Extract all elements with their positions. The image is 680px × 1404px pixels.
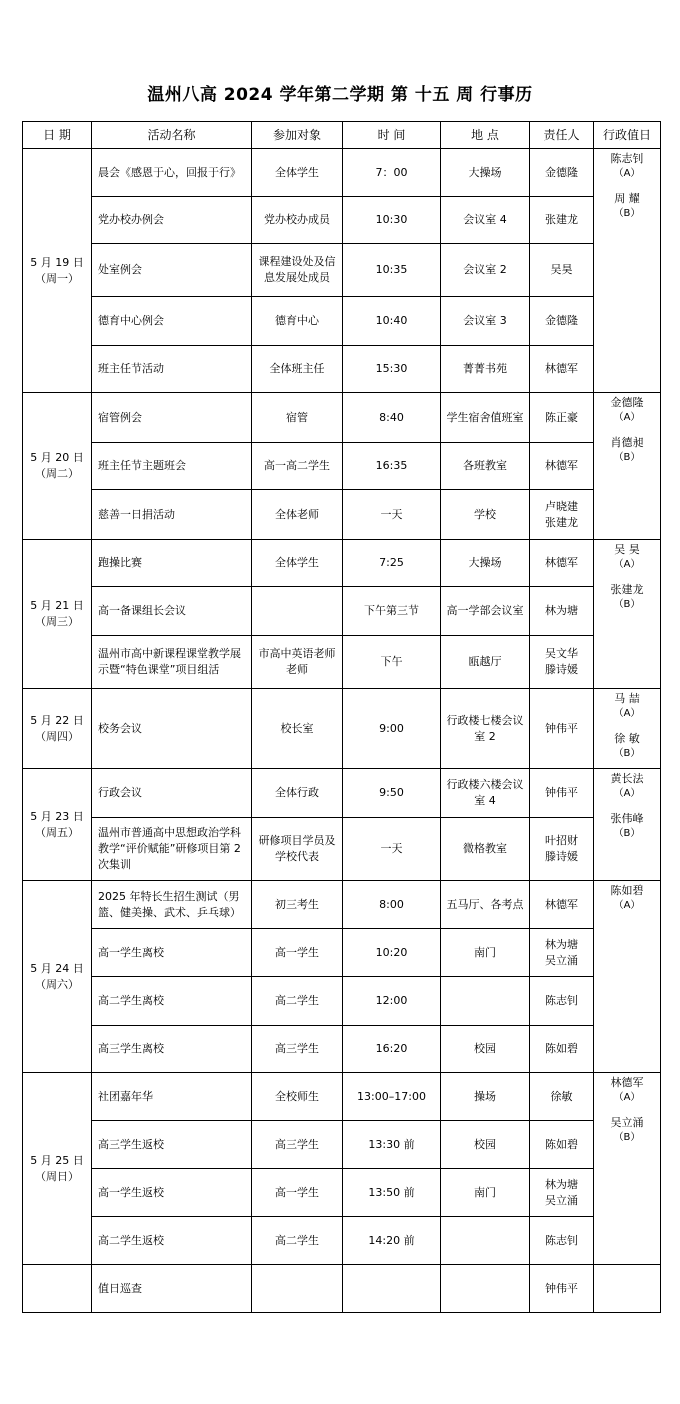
responsible-cell: [530, 1121, 594, 1169]
time-cell: 13:00–17:00: [343, 1073, 441, 1121]
participants-cell: 德育中心: [252, 297, 343, 346]
footer-participants: [252, 1265, 343, 1313]
responsible-name: 滕诗媛: [545, 663, 578, 676]
table-row: [23, 929, 661, 977]
participants-cell: 高一学生: [252, 929, 343, 977]
duty-name: 周 耀: [614, 192, 640, 205]
participants-cell: 全体学生: [252, 149, 343, 197]
duty-gap: [597, 721, 657, 731]
responsible-cell: [530, 881, 594, 929]
time-cell: 13:30 前: [343, 1121, 441, 1169]
responsible-name: 陈正豪: [545, 410, 578, 424]
activity-cell: 班主任节活动: [92, 346, 252, 393]
header-responsible: 责任人: [530, 122, 594, 149]
duty-shift: （B）: [613, 599, 641, 610]
time-cell: 16:20: [343, 1026, 441, 1073]
responsible-cell: [530, 689, 594, 769]
table-row: [23, 393, 661, 443]
participants-cell: [252, 587, 343, 636]
responsible-name: 林德军: [545, 362, 578, 375]
place-cell: 南门: [441, 1169, 530, 1217]
duty-gap: [597, 1105, 657, 1115]
responsible-cell: [530, 393, 594, 443]
place-cell: 大操场: [441, 149, 530, 197]
table-row: [23, 881, 661, 929]
responsible-cell: [530, 244, 594, 297]
duty-gap: [597, 425, 657, 435]
responsible-cell: [530, 1169, 594, 1217]
place-cell: 微格教室: [441, 818, 530, 881]
table-row: [23, 1073, 661, 1121]
activity-cell: 高三学生返校: [92, 1121, 252, 1169]
day-weekday: （周二）: [35, 467, 79, 480]
responsible-cell: [530, 636, 594, 689]
table-row: [23, 149, 661, 197]
table-row: [23, 540, 661, 587]
header-activity: 活动名称: [92, 122, 252, 149]
footer-activity: 值日巡查: [92, 1265, 252, 1313]
day-date-cell: [23, 881, 92, 1073]
day-date: 5 月 23 日: [30, 809, 84, 823]
participants-cell: 高三学生: [252, 1121, 343, 1169]
time-cell: 下午第三节: [343, 587, 441, 636]
day-date-cell: [23, 393, 92, 540]
day-date-cell: [23, 149, 92, 393]
responsible-name: 林为塘: [545, 604, 578, 617]
responsible-name: 林为塘: [545, 1177, 578, 1191]
responsible-name: 吴文华: [545, 647, 578, 660]
responsible-cell: [530, 197, 594, 244]
place-cell: 菁菁书苑: [441, 346, 530, 393]
time-cell: 9:00: [343, 689, 441, 769]
responsible-cell: [530, 818, 594, 881]
time-cell: 10:20: [343, 929, 441, 977]
day-weekday: （周一）: [35, 271, 79, 285]
activity-cell: 2025 年特长生招生测试（男篮、健美操、武术、乒乓球）: [92, 881, 252, 929]
responsible-name: 吴立涌: [545, 1193, 578, 1207]
duty-cell: [594, 149, 661, 393]
activity-cell: 温州市普通高中思想政治学科教学“评价赋能”研修项目第 2 次集训: [92, 818, 252, 881]
participants-cell: 高三学生: [252, 1026, 343, 1073]
time-cell: 下午: [343, 636, 441, 689]
activity-cell: 社团嘉年华: [92, 1073, 252, 1121]
table-row: [23, 346, 661, 393]
duty-name: 张伟峰: [610, 812, 644, 825]
time-cell: 16:35: [343, 443, 441, 490]
participants-cell: 课程建设处及信息发展处成员: [252, 244, 343, 297]
header-time: 时 间: [343, 122, 441, 149]
header-participants: 参加对象: [252, 122, 343, 149]
activity-cell: 高二学生返校: [92, 1217, 252, 1265]
place-cell: 五马厅、各考点: [441, 881, 530, 929]
time-cell: 10:30: [343, 197, 441, 244]
duty-shift: （B）: [613, 1132, 641, 1143]
schedule-body: [23, 149, 661, 1313]
day-weekday: （周日）: [35, 1169, 79, 1183]
table-row: [23, 689, 661, 769]
place-cell: 高一学部会议室: [441, 587, 530, 636]
time-cell: 8:40: [343, 393, 441, 443]
activity-cell: 晨会《感恩于心，回报于行》: [92, 149, 252, 197]
responsible-cell: [530, 149, 594, 197]
day-weekday: （周三）: [35, 615, 79, 628]
duty-shift: （B）: [613, 748, 641, 759]
participants-cell: 全体行政: [252, 769, 343, 818]
activity-cell: 温州市高中新课程课堂教学展示暨“特色课堂”项目组活: [92, 636, 252, 689]
responsible-cell: [530, 587, 594, 636]
duty-name: 肖德昶: [610, 436, 644, 449]
duty-shift: （A）: [613, 559, 641, 570]
responsible-name: 叶招财: [545, 834, 578, 847]
duty-gap: [597, 801, 657, 811]
time-cell: 15:30: [343, 346, 441, 393]
responsible-name: 张建龙: [545, 213, 578, 226]
time-cell: 14:20 前: [343, 1217, 441, 1265]
day-date: 5 月 22 日: [30, 713, 84, 727]
responsible-cell: [530, 297, 594, 346]
activity-cell: 德育中心例会: [92, 297, 252, 346]
time-cell: 9:50: [343, 769, 441, 818]
duty-gap: [597, 572, 657, 582]
participants-cell: 研修项目学员及学校代表: [252, 818, 343, 881]
responsible-name: 陈志钊: [545, 994, 578, 1007]
place-cell: [441, 1217, 530, 1265]
footer-place: [441, 1265, 530, 1313]
header-date: 日 期: [23, 122, 92, 149]
responsible-name: 金德隆: [545, 314, 578, 327]
time-cell: 10:40: [343, 297, 441, 346]
time-cell: 7:25: [343, 540, 441, 587]
day-date-cell: [23, 1073, 92, 1265]
place-cell: 学生宿舍值班室: [441, 393, 530, 443]
day-date: 5 月 24 日: [30, 961, 84, 975]
responsible-name: 陈如碧: [545, 1042, 578, 1055]
participants-cell: 宿管: [252, 393, 343, 443]
responsible-cell: [530, 490, 594, 540]
day-date-cell: [23, 769, 92, 881]
schedule-table: [22, 121, 661, 1313]
time-cell: 12:00: [343, 977, 441, 1026]
responsible-name: 陈如碧: [545, 1137, 578, 1151]
duty-name: 吴立涌: [610, 1116, 644, 1129]
table-row: [23, 443, 661, 490]
responsible-name: 徐敏: [550, 1089, 573, 1103]
place-cell: 各班教室: [441, 443, 530, 490]
duty-name: 陈志钊: [610, 152, 644, 165]
time-cell: 13:50 前: [343, 1169, 441, 1217]
table-row: [23, 587, 661, 636]
responsible-name: 林德军: [545, 459, 578, 472]
place-cell: 会议室 4: [441, 197, 530, 244]
duty-cell: [594, 689, 661, 769]
place-cell: 会议室 2: [441, 244, 530, 297]
responsible-name: 金德隆: [545, 165, 578, 179]
place-cell: 操场: [441, 1073, 530, 1121]
activity-cell: 高一学生返校: [92, 1169, 252, 1217]
day-weekday: （周四）: [35, 729, 79, 743]
duty-shift: （A）: [613, 788, 641, 799]
responsible-cell: [530, 1073, 594, 1121]
responsible-cell: [530, 540, 594, 587]
table-row: [23, 490, 661, 540]
activity-cell: 高一备课组长会议: [92, 587, 252, 636]
page-title: 温州八高 2024 学年第二学期 第 十五 周 行事历: [147, 85, 533, 105]
activity-cell: 处室例会: [92, 244, 252, 297]
responsible-name: 林为塘: [545, 937, 578, 951]
table-row: [23, 197, 661, 244]
duty-shift: （A）: [613, 900, 641, 911]
place-cell: 学校: [441, 490, 530, 540]
day-date-cell: [23, 540, 92, 689]
duty-name: 徐 敏: [614, 732, 640, 745]
participants-cell: 市高中英语老师老师: [252, 636, 343, 689]
footer-responsible: 钟伟平: [530, 1265, 594, 1313]
time-cell: 一天: [343, 818, 441, 881]
header-row: [23, 122, 661, 149]
duty-cell: [594, 540, 661, 689]
participants-cell: 全体班主任: [252, 346, 343, 393]
table-row: [23, 818, 661, 881]
footer-date-cell: [23, 1265, 92, 1313]
responsible-name: 卢晓建: [545, 499, 578, 513]
duty-name: 吴 昊: [614, 543, 640, 556]
responsible-name: 吴昊: [550, 263, 573, 276]
place-cell: [441, 977, 530, 1026]
day-date-cell: [23, 689, 92, 769]
duty-name: 马 喆: [614, 692, 640, 705]
participants-cell: 全体老师: [252, 490, 343, 540]
activity-cell: 宿管例会: [92, 393, 252, 443]
duty-name: 陈如碧: [610, 884, 644, 897]
table-row: [23, 244, 661, 297]
place-cell: 大操场: [441, 540, 530, 587]
time-cell: 7：00: [343, 149, 441, 197]
duty-name: 张建龙: [610, 583, 644, 596]
participants-cell: 全体学生: [252, 540, 343, 587]
header-duty: 行政值日: [594, 122, 661, 149]
activity-cell: 班主任节主题班会: [92, 443, 252, 490]
table-row: [23, 1217, 661, 1265]
responsible-cell: [530, 977, 594, 1026]
table-row: [23, 636, 661, 689]
table-row: [23, 1169, 661, 1217]
duty-shift: （A）: [613, 412, 641, 423]
participants-cell: 高二学生: [252, 1217, 343, 1265]
duty-name: 林德军: [610, 1076, 644, 1089]
footer-row: [23, 1265, 661, 1313]
day-date: 5 月 20 日: [30, 451, 84, 464]
responsible-name: 张建龙: [545, 515, 578, 529]
activity-cell: 高二学生离校: [92, 977, 252, 1026]
footer-time: [343, 1265, 441, 1313]
table-row: [23, 297, 661, 346]
participants-cell: 党办校办成员: [252, 197, 343, 244]
table-row: [23, 769, 661, 818]
responsible-cell: [530, 769, 594, 818]
duty-name: 金德隆: [610, 396, 644, 409]
footer-duty: [594, 1265, 661, 1313]
participants-cell: 初三考生: [252, 881, 343, 929]
responsible-name: 滕诗媛: [545, 850, 578, 863]
place-cell: 校园: [441, 1026, 530, 1073]
place-cell: 会议室 3: [441, 297, 530, 346]
table-row: [23, 977, 661, 1026]
participants-cell: 高一高二学生: [252, 443, 343, 490]
day-weekday: （周六）: [35, 977, 79, 991]
responsible-name: 林德军: [545, 556, 578, 569]
day-weekday: （周五）: [35, 825, 79, 839]
responsible-name: 钟伟平: [545, 786, 578, 799]
place-cell: 瓯越厅: [441, 636, 530, 689]
responsible-name: 陈志钊: [545, 1233, 578, 1247]
duty-shift: （B）: [613, 452, 641, 463]
table-row: [23, 1026, 661, 1073]
table-row: [23, 1121, 661, 1169]
responsible-cell: [530, 1026, 594, 1073]
activity-cell: 行政会议: [92, 769, 252, 818]
activity-cell: 高一学生离校: [92, 929, 252, 977]
place-cell: 校园: [441, 1121, 530, 1169]
duty-cell: [594, 1073, 661, 1265]
activity-cell: 党办校办例会: [92, 197, 252, 244]
place-cell: 行政楼六楼会议室 4: [441, 769, 530, 818]
duty-shift: （A）: [613, 168, 641, 179]
header-place: 地 点: [441, 122, 530, 149]
participants-cell: 高二学生: [252, 977, 343, 1026]
responsible-name: 钟伟平: [545, 721, 578, 735]
duty-cell: [594, 769, 661, 881]
activity-cell: 跑操比赛: [92, 540, 252, 587]
day-date: 5 月 25 日: [30, 1153, 84, 1167]
responsible-cell: [530, 443, 594, 490]
duty-shift: （B）: [613, 208, 641, 219]
duty-gap: [597, 181, 657, 191]
duty-cell: [594, 881, 661, 1073]
place-cell: 行政楼七楼会议室 2: [441, 689, 530, 769]
participants-cell: 全校师生: [252, 1073, 343, 1121]
responsible-cell: [530, 1217, 594, 1265]
participants-cell: 校长室: [252, 689, 343, 769]
duty-shift: （B）: [613, 828, 641, 839]
duty-name: 黄长法: [610, 772, 644, 785]
participants-cell: 高一学生: [252, 1169, 343, 1217]
responsible-name: 吴立涌: [545, 953, 578, 967]
duty-shift: （A）: [613, 708, 641, 719]
activity-cell: 高三学生离校: [92, 1026, 252, 1073]
responsible-cell: [530, 346, 594, 393]
duty-shift: （A）: [613, 1092, 641, 1103]
day-date: 5 月 19 日: [30, 255, 84, 269]
activity-cell: 校务会议: [92, 689, 252, 769]
time-cell: 一天: [343, 490, 441, 540]
duty-cell: [594, 393, 661, 540]
time-cell: 10:35: [343, 244, 441, 297]
place-cell: 南门: [441, 929, 530, 977]
activity-cell: 慈善一日捐活动: [92, 490, 252, 540]
responsible-name: 林德军: [545, 897, 578, 911]
time-cell: 8:00: [343, 881, 441, 929]
day-date: 5 月 21 日: [30, 599, 84, 612]
responsible-cell: [530, 929, 594, 977]
